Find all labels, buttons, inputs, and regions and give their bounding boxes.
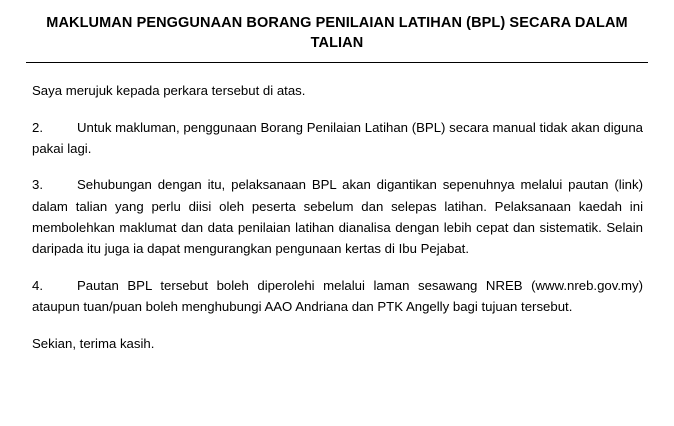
paragraph-text: Sekian, terima kasih.: [32, 335, 155, 351]
paragraph-3: [32, 174, 643, 260]
page-title: MAKLUMAN PENGGUNAAN BORANG PENILAIAN LATIHAN (BPL) SECARA DALAM TALIAN: [46, 15, 628, 51]
paragraph-closing: [32, 333, 643, 354]
paragraph-text: Pautan BPL tersebut boleh diperolehi melalui laman sesawang NREB (www.nreb.gov.my) ataupun tuan/puan boleh menghubungi AAO Andriana dan PTK Angelly bagi tujuan tersebut.: [32, 277, 643, 315]
paragraph-number: 3.: [32, 177, 43, 193]
paragraph-2: [32, 117, 643, 160]
paragraph-intro: [32, 80, 643, 101]
document-body: [26, 80, 648, 354]
paragraph-4: [32, 275, 643, 318]
paragraph-text: Sehubungan dengan itu, pelaksanaan BPL akan digantikan sepenuhnya melalui pautan (link) dalam talian yang perlu diisi oleh peserta sebelum dan selepas latihan. Pelaksanaan kaedah ini membolehkan maklumat dan data penilaian latihan dianalisa dengan lebih cepat dan sistematik. Selain daripada itu juga ia dapat mengurangkan pengunaan kertas di Ibu Pejabat.: [32, 177, 643, 257]
paragraph-text: Untuk makluman, penggunaan Borang Penilaian Latihan (BPL) secara manual tidak akan diguna pakai lagi.: [32, 119, 643, 156]
paragraph-number: 4.: [32, 277, 43, 293]
paragraph-number: 2.: [32, 119, 43, 135]
paragraph-text: Saya merujuk kepada perkara tersebut di atas.: [32, 83, 306, 99]
title-divider: [26, 62, 648, 63]
